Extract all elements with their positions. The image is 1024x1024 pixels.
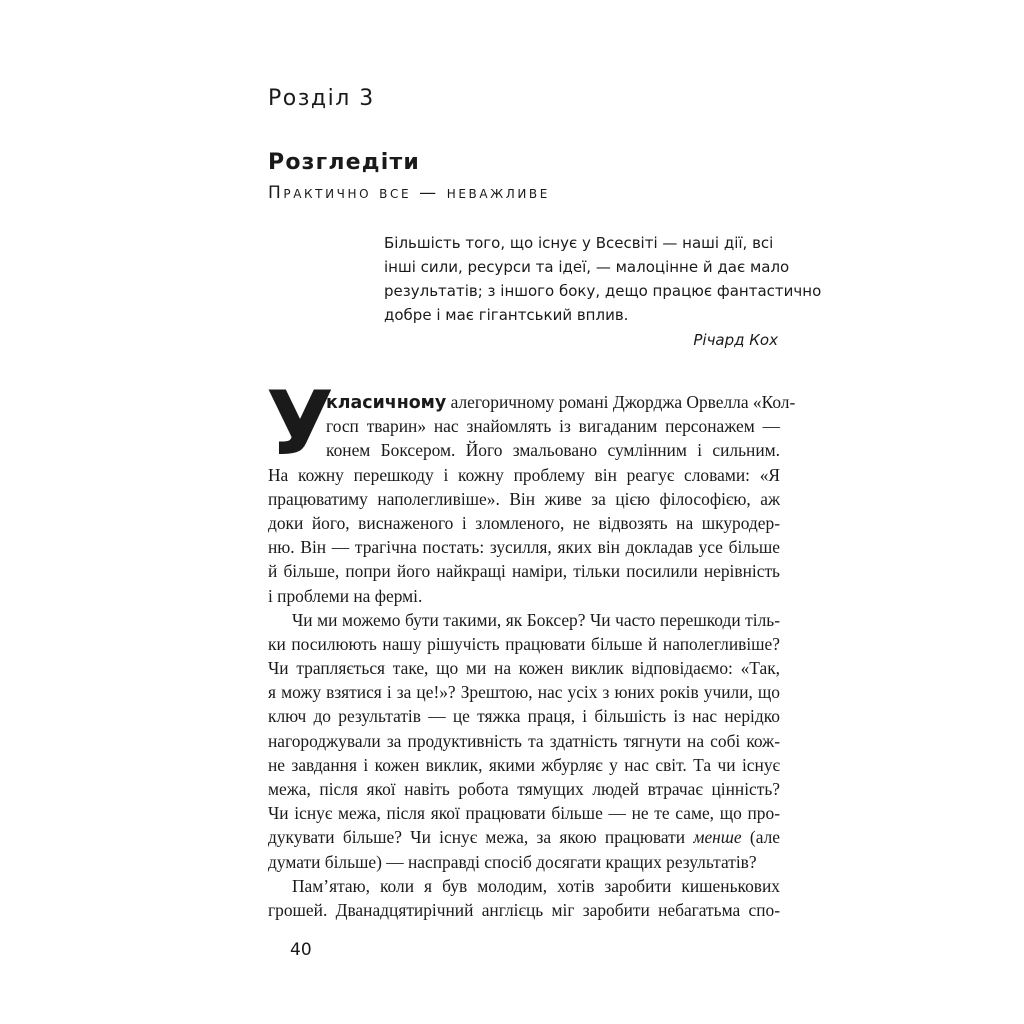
body-line: грошей. Дванадцятирічний англієць міг заробити небагатьма спо-: [268, 899, 780, 920]
body-line: працюватиму наполегливіше». Він живе за цією філософією, аж: [268, 488, 780, 509]
body-line: я можу взятися і за це!»? Зрештою, нас усіх з юних років учили, що: [268, 682, 780, 703]
body-line: й більше, попри його найкращі наміри, тільки посилили нерівність: [268, 561, 780, 582]
epigraph-line: інші сили, ресурси та ідеї, — малоцінне й дає мало: [384, 258, 790, 276]
emphasis-word: менше: [693, 827, 742, 848]
body-line: На кожну перешкоду і кожну проблему він реагує словами: «Я: [268, 464, 780, 485]
body-line: ню. Він — трагічна постать: зусилля, яких він докладав усе більше: [268, 537, 780, 558]
drop-cap: У: [266, 372, 334, 475]
body-line: не завдання і кожен виклик, якими жбурляє у нас світ. Та чи існує: [268, 754, 780, 775]
body-line: доки його, виснаженого і зломленого, не відвозять на шкуродер-: [268, 512, 780, 533]
body-line: ключ до результатів — це тяжка праця, і більшість із нас нерідко: [268, 706, 780, 727]
lead-in-word: класичному: [326, 393, 447, 413]
body-line: ки посилюють нашу рішучість працювати більше й наполегливіше?: [268, 633, 780, 654]
body-line: і проблеми на фермі.: [268, 585, 423, 606]
epigraph-author: Річард Кох: [693, 331, 778, 349]
body-line: [268, 390, 796, 414]
body-line: нагороджували за продуктивність та здатність тягнути на собі кож-: [268, 730, 780, 751]
body-line: Чи існує межа, після якої працювати більше — не те саме, що про-: [268, 803, 780, 824]
body-line: Пам’ятаю, коли я був молодим, хотів заробити кишенькових: [292, 875, 780, 896]
epigraph: [384, 231, 822, 327]
body-line: думати більше) — насправді спосіб досягати кращих результатів?: [268, 851, 757, 872]
chapter-subtitle: Практично все — неважливе: [268, 183, 550, 203]
body-line: Чи трапляється таке, що ми на кожен виклик відповідаємо: «Так,: [268, 658, 780, 679]
body-line-text: алегоричному романі Джорджа Орвелла «Кол-: [446, 392, 796, 412]
body-line: межа, після якої навіть робота тямущих людей втрачає цінність?: [268, 779, 780, 799]
chapter-label: Розділ 3: [268, 86, 375, 111]
body-line: Чи ми можемо бути такими, як Боксер? Чи часто перешкоди тіль-: [292, 609, 780, 630]
body-line: конем Боксером. Його змальовано сумлінним і сильним.: [326, 440, 780, 461]
page-number: 40: [290, 940, 312, 960]
epigraph-line: добре і має гігантський вплив.: [384, 306, 629, 324]
body-text: [268, 390, 796, 922]
epigraph-line: результатів; з іншого боку, дещо працює фантастично: [384, 282, 822, 300]
body-line: госп тварин» нас знайомлять із вигаданим персонажем —: [326, 416, 780, 437]
epigraph-line: Більшість того, що існує у Всесвіті — наші дії, всі: [384, 234, 774, 252]
body-line-text: дукувати більше? Чи існує межа, за якою працювати: [268, 827, 694, 848]
body-line-text: (але: [741, 827, 780, 848]
body-line: [268, 825, 780, 849]
chapter-title: Розгледіти: [268, 150, 421, 175]
